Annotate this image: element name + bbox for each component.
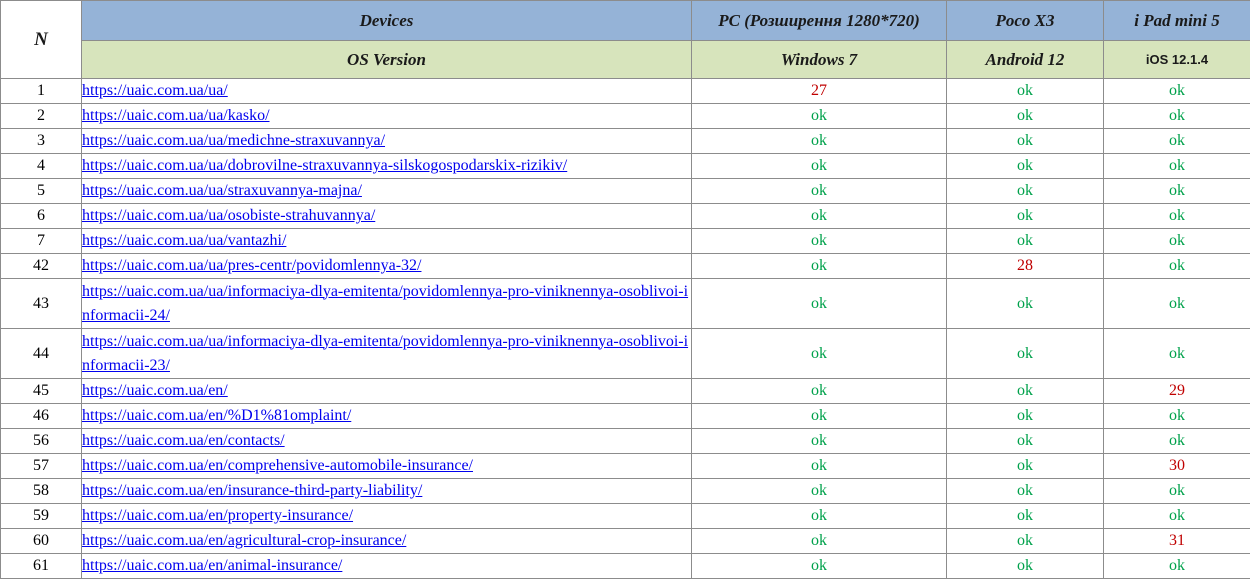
table-row [1,404,1250,429]
status-ios: ok [1104,179,1250,204]
status-ios: ok [1104,429,1250,454]
url-cell [82,554,692,579]
row-number: 59 [1,504,82,529]
url-cell [82,179,692,204]
status-ios: ok [1104,554,1250,579]
status-ios: ok [1104,279,1250,329]
page-link[interactable]: https://uaic.com.ua/ua/informaciya-dlya-emitenta/povidomlennya-pro-viniknennya-osoblivoi-informacii-24/ [82,282,689,324]
status-pc: ok [692,179,947,204]
table-row [1,254,1250,279]
row-number: 56 [1,429,82,454]
status-pc: ok [692,504,947,529]
page-link[interactable]: https://uaic.com.ua/en/comprehensive-automobile-insurance/ [82,457,473,474]
page-link[interactable]: https://uaic.com.ua/ua/informaciya-dlya-emitenta/povidomlennya-pro-viniknennya-osoblivoi-informacii-23/ [82,332,689,374]
device-header-ipad: i Pad mini 5 [1104,1,1250,41]
status-ios: ok [1104,79,1250,104]
status-ios: ok [1104,479,1250,504]
table-row [1,179,1250,204]
status-android: ok [947,454,1104,479]
page-link[interactable]: https://uaic.com.ua/en/ [82,382,228,399]
status-android: ok [947,79,1104,104]
page-link[interactable]: https://uaic.com.ua/en/contacts/ [82,432,285,449]
table-row [1,129,1250,154]
status-ios: ok [1104,254,1250,279]
url-cell [82,429,692,454]
url-cell [82,204,692,229]
device-header-pc: PC (Розширення 1280*720) [692,1,947,41]
status-ios: ok [1104,129,1250,154]
status-android: ok [947,479,1104,504]
row-number: 57 [1,454,82,479]
status-android: ok [947,154,1104,179]
table-row [1,154,1250,179]
url-cell [82,279,692,329]
table-row [1,554,1250,579]
row-number: 60 [1,529,82,554]
status-android: ok [947,104,1104,129]
row-number: 7 [1,229,82,254]
status-ios: 30 [1104,454,1250,479]
page-link[interactable]: https://uaic.com.ua/ua/pres-centr/povidomlennya-32/ [82,257,422,274]
row-number: 2 [1,104,82,129]
row-number: 44 [1,329,82,379]
table-row [1,504,1250,529]
page-link[interactable]: https://uaic.com.ua/en/insurance-third-party-liability/ [82,482,423,499]
page-link[interactable]: https://uaic.com.ua/en/property-insurance/ [82,507,354,524]
url-cell [82,79,692,104]
row-number: 45 [1,379,82,404]
table-row [1,429,1250,454]
page-link[interactable]: https://uaic.com.ua/ua/medichne-straxuvannya/ [82,132,386,149]
status-pc: ok [692,154,947,179]
url-cell [82,454,692,479]
status-pc: ok [692,479,947,504]
status-ios: ok [1104,204,1250,229]
row-number: 6 [1,204,82,229]
header-row-devices [1,1,1250,41]
status-pc: ok [692,329,947,379]
table-row [1,104,1250,129]
status-ios: ok [1104,229,1250,254]
status-pc: ok [692,104,947,129]
page-link[interactable]: https://uaic.com.ua/en/animal-insurance/ [82,557,343,574]
table-row [1,79,1250,104]
status-android: ok [947,379,1104,404]
table-row [1,229,1250,254]
status-pc: ok [692,404,947,429]
status-android: 28 [947,254,1104,279]
status-pc: ok [692,454,947,479]
status-android: ok [947,229,1104,254]
status-pc: ok [692,554,947,579]
page-link[interactable]: https://uaic.com.ua/ua/kasko/ [82,107,270,124]
status-pc: ok [692,429,947,454]
status-android: ok [947,554,1104,579]
table-row [1,379,1250,404]
url-cell [82,404,692,429]
status-ios: ok [1104,104,1250,129]
row-number: 58 [1,479,82,504]
row-number: 1 [1,79,82,104]
status-pc: 27 [692,79,947,104]
status-android: ok [947,129,1104,154]
status-android: ok [947,279,1104,329]
page-link[interactable]: https://uaic.com.ua/ua/osobiste-strahuvannya/ [82,207,376,224]
table-row [1,529,1250,554]
url-cell [82,504,692,529]
n-column-header: N [1,1,82,79]
os-version-header: OS Version [82,41,692,79]
status-ios: ok [1104,329,1250,379]
status-pc: ok [692,279,947,329]
url-cell [82,479,692,504]
row-number: 4 [1,154,82,179]
status-pc: ok [692,204,947,229]
page-link[interactable]: https://uaic.com.ua/en/agricultural-crop-insurance/ [82,532,407,549]
url-cell [82,329,692,379]
page-link[interactable]: https://uaic.com.ua/ua/vantazhi/ [82,232,287,249]
status-pc: ok [692,379,947,404]
row-number: 61 [1,554,82,579]
url-cell [82,129,692,154]
table-row [1,479,1250,504]
url-cell [82,104,692,129]
status-android: ok [947,504,1104,529]
row-number: 46 [1,404,82,429]
table-row [1,204,1250,229]
status-ios: 29 [1104,379,1250,404]
status-pc: ok [692,229,947,254]
os-header-ios: iOS 12.1.4 [1104,41,1250,79]
row-number: 43 [1,279,82,329]
devices-header: Devices [82,1,692,41]
status-android: ok [947,204,1104,229]
header-row-os [1,41,1250,79]
page-link[interactable]: https://uaic.com.ua/en/%D1%81omplaint/ [82,407,352,424]
device-header-poco: Poco X3 [947,1,1104,41]
table-row [1,329,1250,379]
os-header-windows: Windows 7 [692,41,947,79]
page-link[interactable]: https://uaic.com.ua/ua/dobrovilne-straxuvannya-silskogospodarskix-rizikiv/ [82,157,568,174]
table-row [1,279,1250,329]
status-android: ok [947,529,1104,554]
status-android: ok [947,329,1104,379]
url-cell [82,154,692,179]
page-link[interactable]: https://uaic.com.ua/ua/straxuvannya-majna/ [82,182,362,199]
row-number: 42 [1,254,82,279]
url-cell [82,229,692,254]
status-pc: ok [692,129,947,154]
status-android: ok [947,179,1104,204]
status-ios: ok [1104,154,1250,179]
status-pc: ok [692,529,947,554]
os-header-android: Android 12 [947,41,1104,79]
status-ios: 31 [1104,529,1250,554]
table-row [1,454,1250,479]
row-number: 5 [1,179,82,204]
status-pc: ok [692,254,947,279]
status-android: ok [947,404,1104,429]
url-cell [82,379,692,404]
url-cell [82,529,692,554]
status-android: ok [947,429,1104,454]
status-ios: ok [1104,504,1250,529]
url-cell [82,254,692,279]
row-number: 3 [1,129,82,154]
status-ios: ok [1104,404,1250,429]
page-link[interactable]: https://uaic.com.ua/ua/ [82,82,228,99]
